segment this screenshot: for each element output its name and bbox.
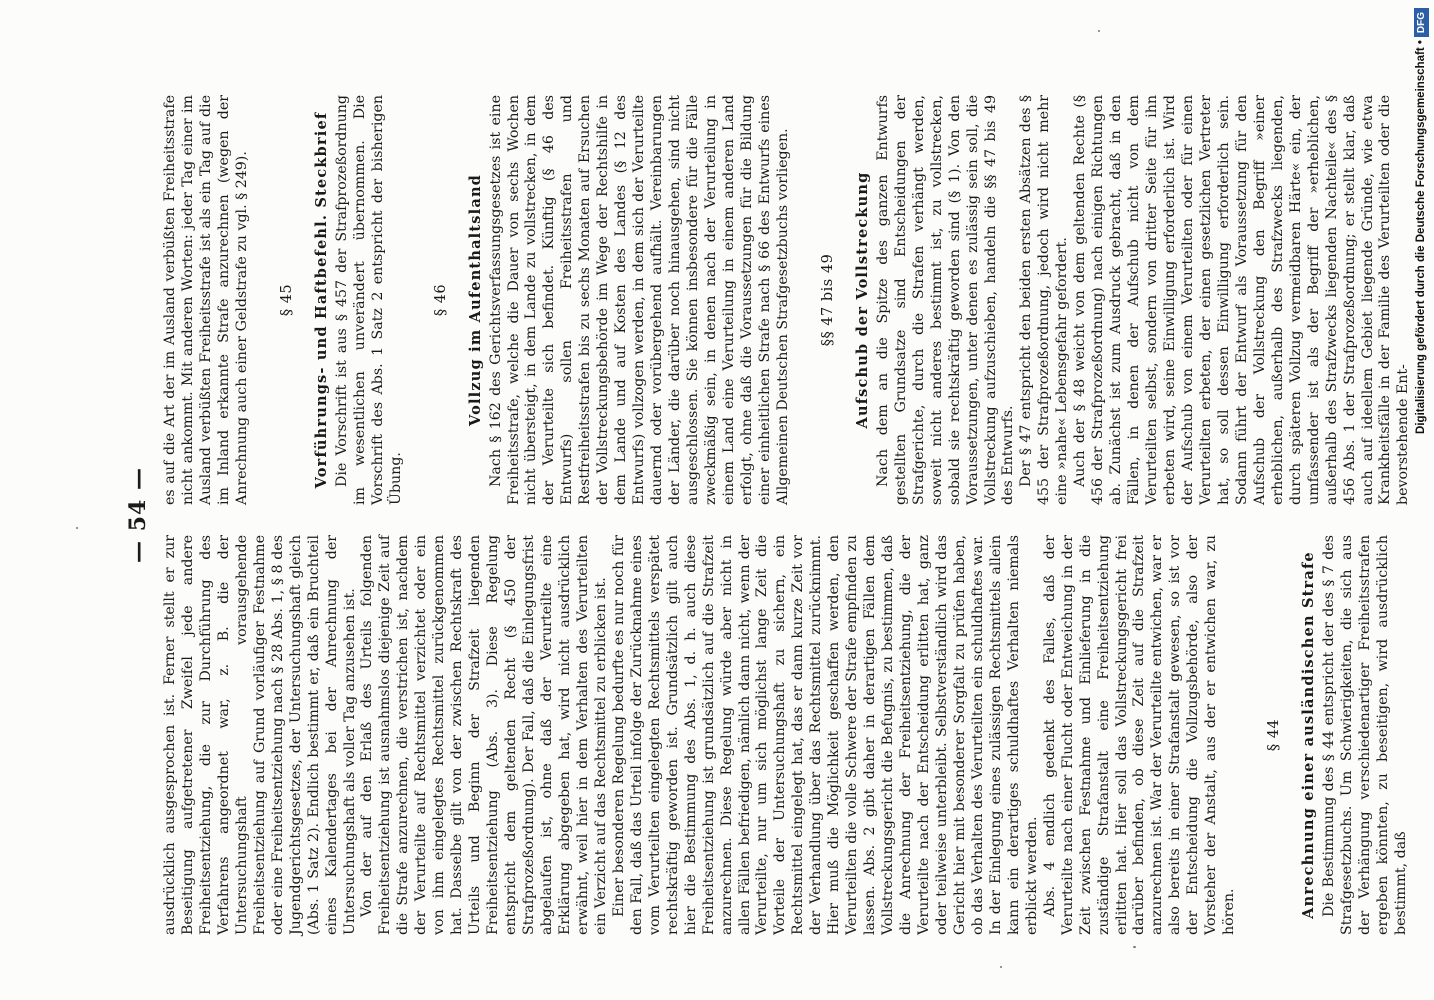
section-number: § 44 <box>1266 718 1283 752</box>
paragraph: Nach § 162 des Gerichtsverfassungsgesetzes ist eine Freiheitsstrafe, welche die Dauer von sechs Wochen nicht übersteigt, in dem Lande zu vollstrecken, in dem der Verurteilte sich befindet. Künftig (§ 46 des Entwurfs) sollen Freiheitsstrafen und Restfreiheitsstrafen bis zu sechs Monaten auf Ersuchen der Vollstreckungsbehörde im Wege der Rechtshilfe in dem Lande und auf Kosten des Landes (§ 12 des Entwurfs) vollzogen werden, in dem sich der Verurteilte dauernd oder vorübergehend aufhält. Vereinbarungen der Länder, die darüber noch hinausgehen, sind nicht ausgeschlossen. Sie können insbesondere für die Fälle zweckmäßig sein, in denen nach der Verurteilung in einem Land eine Verurteilung in einem anderen Land erfolgt, ohne daß die Voraussetzungen für die Bildung einer einheitlichen Strafe nach § 66 des Entwurfs eines Allgemeinen Deutschen Strafgesetzbuchs vorliegen. <box>487 95 791 505</box>
paragraph: Die Bestimmung des § 44 entspricht der des § 7 des Strafgesetzbuchs. Um Schwierigkeiten, die sich aus der Verhängung verschiedenartiger Freiheitsstrafen ergeben könnten, zu beseitigen, wird ausdrücklich bestimmt, daß <box>1321 535 1409 935</box>
paragraph: Abs. 4 endlich gedenkt des Falles, daß der Verurteilte nach einer Flucht oder Entweichung in der Zeit zwischen Festnahme und Einlieferung in die zuständige Strafanstalt eine Freiheitsentziehung erlitten hat. Hier soll das Vollstreckungsgericht frei darüber befinden, ob diese Zeit auf die Strafzeit anzurechnen ist. War der Verurteilte entwichen, war er also bereits in einer Strafanstalt gewesen, so ist vor der Entscheidung die Vollzugsbehörde, also der Vorsteher der Anstalt, aus der er entwichen war, zu hören. <box>1041 535 1238 935</box>
section-number: § 46 <box>432 283 449 317</box>
scan-speck <box>76 527 78 529</box>
section-title: Anrechnung einer ausländischen Strafe <box>1300 551 1318 919</box>
section-number: §§ 47 bis 49 <box>819 253 836 347</box>
paragraph: Einer besonderen Regelung bedurfte es nur noch für den Fall, daß das Urteil infolge der Zurücknahme eines vom Verurteilten eingelegten Rechtsmittels verspätet rechtskräftig geworden ist. Grundsätzlich gilt auch hier die Bestimmung des Abs. 1, d. h. auch diese Freiheitsentziehung ist grundsätzlich auf die Strafzeit anzurechnen. Diese Regelung würde aber nicht in allen Fällen befriedigen, nämlich dann nicht, wenn der Verurteilte, nur um sich möglichst lange Zeit die Vorteile der Untersuchungshaft zu sichern, ein Rechtsmittel eingelegt hat, das er dann kurze Zeit vor der Verhandlung über das Rechtsmittel zurücknimmt. Hier muß die Möglichkeit geschaffen werden, den Verurteilten die volle Schwere der Strafe empfinden zu lassen. Abs. 2 gibt daher in derartigen Fällen dem Vollstreckungsgericht die Befugnis, zu bestimmen, daß die Anrechnung der Freiheitsentziehung, die der Verurteilte nach der Entscheidung erlitten hat, ganz oder teilweise unterbleibt. Selbstverständlich wird das Gericht hier mit besonderer Sorgfalt zu prüfen haben, ob das Verhalten des Verurteilten ein schuldhaftes war. In der Einlegung eines zulässigen Rechtsmittels allein kann ein derartiges schuldhaftes Verhalten niemals erblickt werden. <box>610 535 1040 935</box>
digitization-credit <box>1410 8 1432 990</box>
paragraph: Nach dem an die Spitze des ganzen Entwurfs gestellten Grundsatze sind Entscheidungen der Strafgerichte, durch die Strafen verhängt werden, soweit nicht anderes bestimmt ist, zu vollstrecken, sobald sie rechtskräftig geworden sind (§ 1). Von den Voraussetzungen, unter denen es zulässig sein soll, die Vollstreckung aufzuschieben, handeln die §§ 47 bis 49 des Entwurfs. <box>874 95 1017 505</box>
page-number: — 54 — <box>125 467 151 563</box>
paragraph: Von der auf den Erlaß des Urteils folgenden Freiheitsentziehung ist ausnahmslos diejenige Zeit auf die Strafe anzurechnen, die verstrichen ist, nachdem der Verurteilte auf Rechtsmittel verzichtet oder ein von ihm eingelegtes Rechtsmittel zurückgenommen hat. Dasselbe gilt von der zwischen Rechtskraft des Urteils und Beginn der Strafzeit liegenden Freiheitsentziehung (Abs. 3). Diese Regelung entspricht dem geltenden Recht (§ 450 der Strafprozeßordnung). Der Fall, daß die Einlegungsfrist abgelaufen ist, ohne daß der Verurteilte eine Erklärung abgegeben hat, wird nicht ausdrücklich erwähnt, weil hier in dem Verhalten des Verurteilten ein Verzicht auf das Rechtsmittel zu erblicken ist. <box>359 535 609 935</box>
section-title: Aufschub der Vollstreckung <box>853 171 871 429</box>
paragraph: Die Vorschrift ist aus § 457 der Strafprozeßordnung im wesentlichen unverändert übernommen. Die Vorschrift des Abs. 1 Satz 2 entspricht der bisherigen Übung. <box>333 95 404 505</box>
dfg-logo: DFG <box>1414 8 1429 37</box>
section-title: Vorführungs- und Haftbefehl. Steckbrief <box>312 111 330 489</box>
digitization-credit-strip <box>1410 8 1432 990</box>
scan-speck <box>1000 966 1002 968</box>
scan-speck <box>1098 30 1100 32</box>
section-title: Vollzug im Aufenthaltsland <box>466 173 484 427</box>
rotated-page-content <box>117 95 1412 935</box>
credit-text: Digitalisierung gefördert durch die Deutsche Forschungsgemeinschaft • <box>1415 40 1427 434</box>
paragraph: Auch der § 48 weicht von dem geltenden Rechte (§ 456 der Strafprozeßordnung) nach einigen Richtungen ab. Zunächst ist zum Ausdruck gebracht, daß in den Fällen, in denen der Aufschub nicht von dem Verurteilten selbst, sondern von dritter Seite für ihn erbeten wird, seine Einwilligung erforderlich ist. Wird der Aufschub von einem Verurteilten oder für einen Verurteilten erbeten, der einen gesetzlichen Vertreter hat, so soll dessen Einwilligung erforderlich sein. Sodann führt der Entwurf als Voraussetzung für den Aufschub der Vollstreckung den Begriff »einer erheblichen, außerhalb des Strafzwecks liegenden, durch späteren Vollzug vermeidbaren Härte« ein, der umfassender ist als der Begriff der »erheblichen, außerhalb des Strafzwecks liegenden Nachteile« des § 456 Abs. 1 der Strafprozeßordnung; er stellt klar, daß auch auf ideellem Gebiet liegende Gründe, wie etwa Krankheitsfälle in der Familie des Verurteilten oder die bevorstehende Ent- <box>1072 95 1412 505</box>
right-column <box>162 95 1412 505</box>
left-column <box>162 535 1409 935</box>
scan-speck <box>1133 946 1136 948</box>
paragraph: Der § 47 entspricht den beiden ersten Absätzen des § 455 der Strafprozeßordnung, jedoch wird nicht mehr eine »nahe« Lebensgefahr gefordert. <box>1018 95 1071 505</box>
paragraph: es auf die Art der im Ausland verbüßten Freiheitsstrafe nicht ankommt. Mit anderen Worten: jeder Tag einer im Ausland verbüßten Freiheitsstrafe ist als ein Tag auf die im Inland erkannte Strafe anzurechnen (wegen der Anrechnung auch einer Geldstrafe zu vgl. § 249). <box>162 95 250 505</box>
paragraph: ausdrücklich ausgesprochen ist. Ferner stellt er zur Beseitigung aufgetretener Zweifel jede andere Freiheitsentziehung, die zur Durchführung des Verfahrens angeordnet war, z. B. die der Untersuchungshaft vorausgehende Freiheitsentziehung auf Grund vorläufiger Festnahme oder eine Freiheitsentziehung nach § 28 Abs. 1, § 8 des Jugendgerichtsgesetzes, der Untersuchungshaft gleich (Abs. 1 Satz 2). Endlich bestimmt er, daß ein Bruchteil eines Kalendertages bei der Anrechnung der Untersuchungshaft als voller Tag anzusehen ist. <box>162 535 358 935</box>
section-number: § 45 <box>278 283 295 317</box>
